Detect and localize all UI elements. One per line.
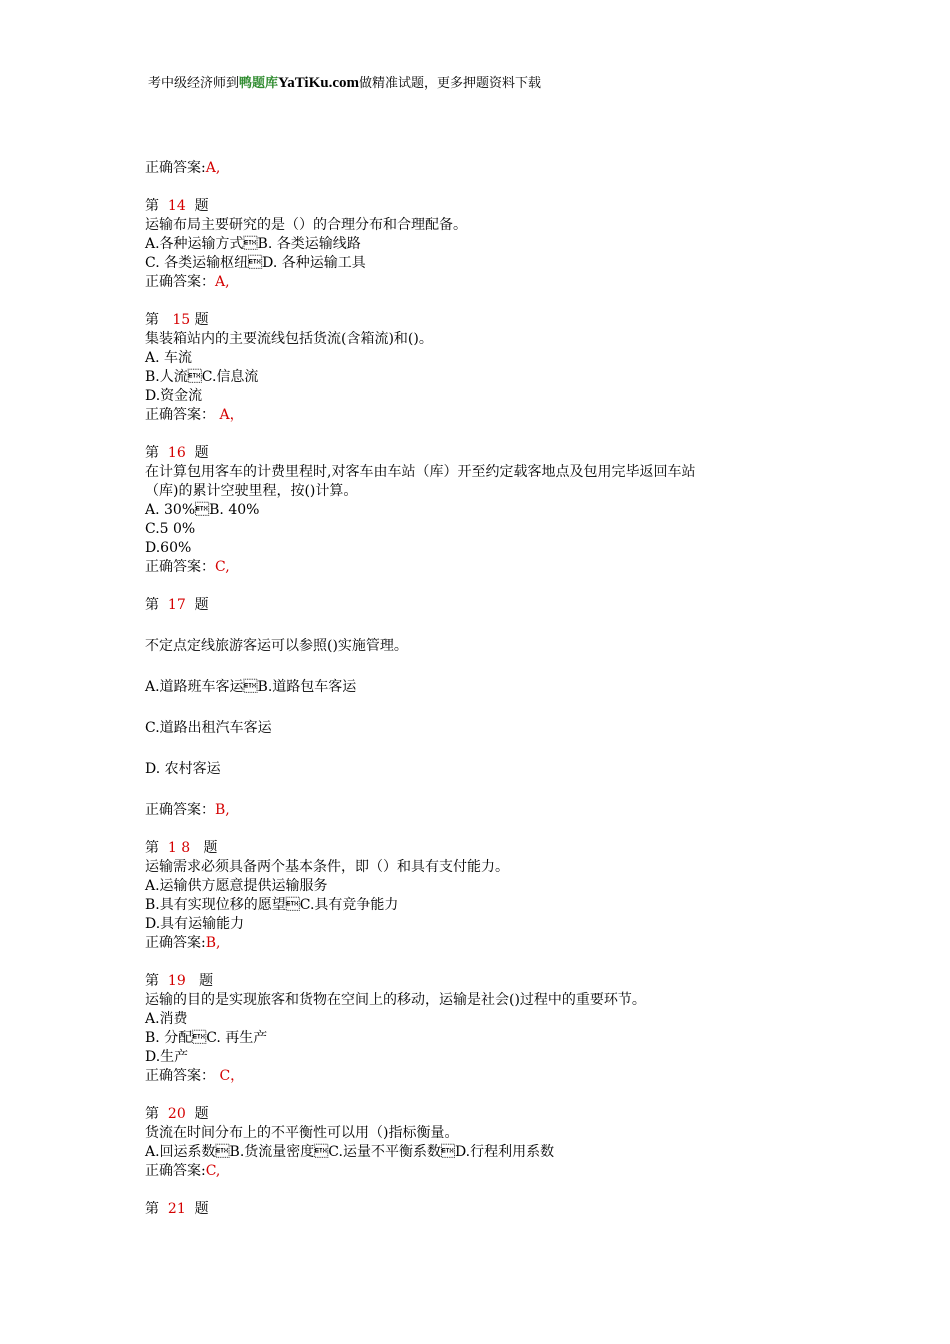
question-text: 不定点定线旅游客运可以参照()实施管理。 <box>145 638 408 654</box>
question-suffix: 题 <box>194 312 209 328</box>
question-number: 1 8 <box>167 840 191 856</box>
answer-label: 正确答案： <box>145 274 215 290</box>
question-label: 第 <box>145 597 159 613</box>
answer-value: C, <box>215 559 230 575</box>
question-suffix: 题 <box>194 597 209 613</box>
question-suffix: 题 <box>203 840 218 856</box>
answer-label: 正确答案： <box>145 802 215 818</box>
option-line: D.60% <box>145 540 192 556</box>
question-text: （库)的累计空驶里程，按()计算。 <box>145 483 358 499</box>
answer-line <box>145 934 845 953</box>
question-number: 16 <box>167 445 186 461</box>
answer-value: A， <box>219 407 244 423</box>
question-suffix: 题 <box>194 198 209 214</box>
option-line: A.消费 <box>145 1011 188 1027</box>
question-label: 第 <box>145 1106 159 1122</box>
option-line: A.回运系数B.货流量密度C.运量不平衡系数D.行程利用系数 <box>145 1144 555 1160</box>
question-text: 货流在时间分布上的不平衡性可以用（)指标衡量。 <box>145 1125 459 1141</box>
header-domain-link[interactable]: YaTiKu.com <box>278 75 360 91</box>
option-line: A. 30%B. 40% <box>145 502 260 518</box>
page-header <box>148 72 541 92</box>
question-number: 20 <box>167 1106 186 1122</box>
option-line: C.5 0% <box>145 521 196 537</box>
question-suffix: 题 <box>194 1106 209 1122</box>
question-number: 21 <box>167 1201 186 1217</box>
answer-value: B, <box>205 935 221 951</box>
question-heading <box>145 1200 845 1219</box>
question-label: 第 <box>145 445 159 461</box>
question-number: 14 <box>167 198 186 214</box>
question-heading <box>145 311 845 330</box>
question-heading <box>145 444 845 463</box>
option-line: D.具有运输能力 <box>145 916 245 932</box>
answer-label: 正确答案: <box>145 935 206 951</box>
answer-value: C， <box>219 1068 245 1084</box>
question-label: 第 <box>145 312 159 328</box>
answer-label: 正确答案： <box>145 1068 215 1084</box>
header-suffix: 做精准试题，更多押题资料下载 <box>359 76 542 91</box>
option-line: A. 车流 <box>145 350 193 366</box>
question-text: 运输需求必须具备两个基本条件，即（）和具有支付能力。 <box>145 859 509 875</box>
question-suffix: 题 <box>199 973 214 989</box>
question-label: 第 <box>145 198 159 214</box>
answer-value: A, <box>215 274 230 290</box>
question-heading <box>145 197 845 216</box>
question-suffix: 题 <box>194 1201 209 1217</box>
answer-label: 正确答案: <box>145 1163 206 1179</box>
header-brand[interactable]: 鸭题库 <box>239 76 279 91</box>
question-list <box>145 159 845 1219</box>
question-number: 17 <box>167 597 186 613</box>
answer-value: C, <box>205 1163 221 1179</box>
header-prefix: 考中级经济师到 <box>148 76 240 91</box>
answer-line <box>145 159 845 178</box>
question-text: 在计算包用客车的计费里程时,对客车由车站（库）开至约定载客地点及包用完毕返回车站 <box>145 464 696 480</box>
option-line: B. 分配C. 再生产 <box>145 1030 268 1046</box>
answer-value: B, <box>215 802 230 818</box>
option-line: C.道路出租汽车客运 <box>145 720 272 736</box>
answer-label: 正确答案： <box>145 407 215 423</box>
answer-line <box>145 1067 845 1086</box>
question-label: 第 <box>145 840 159 856</box>
question-text: 运输布局主要研究的是（）的合理分布和合理配备。 <box>145 217 467 233</box>
answer-value: A, <box>205 160 221 176</box>
option-line: C. 各类运输枢纽D. 各种运输工具 <box>145 255 366 271</box>
option-line: A.道路班车客运B.道路包车客运 <box>145 679 357 695</box>
question-number: 19 <box>167 973 186 989</box>
option-line: B.具有实现位移的愿望C.具有竞争能力 <box>145 897 399 913</box>
question-text: 集装箱站内的主要流线包括货流(含箱流)和()。 <box>145 331 433 347</box>
question-heading <box>145 839 845 858</box>
option-line: D.资金流 <box>145 388 203 404</box>
option-line: A.各种运输方式B. 各类运输线路 <box>145 236 361 252</box>
question-heading <box>145 1105 845 1124</box>
answer-label: 正确答案： <box>145 559 215 575</box>
question-label: 第 <box>145 973 159 989</box>
answer-line <box>145 1162 845 1181</box>
answer-line <box>145 558 845 577</box>
question-heading <box>145 596 845 615</box>
option-line: A.运输供方愿意提供运输服务 <box>145 878 328 894</box>
question-heading <box>145 972 845 991</box>
answer-line <box>145 273 845 292</box>
question-suffix: 题 <box>194 445 209 461</box>
question-number: 15 <box>172 312 191 328</box>
answer-line <box>145 801 845 820</box>
answer-label: 正确答案: <box>145 160 206 176</box>
option-line: D. 农村客运 <box>145 761 221 777</box>
answer-line <box>145 406 845 425</box>
question-label: 第 <box>145 1201 159 1217</box>
option-line: B.人流C.信息流 <box>145 369 259 385</box>
question-text: 运输的目的是实现旅客和货物在空间上的移动，运输是社会()过程中的重要环节。 <box>145 992 646 1008</box>
option-line: D.生产 <box>145 1049 189 1065</box>
